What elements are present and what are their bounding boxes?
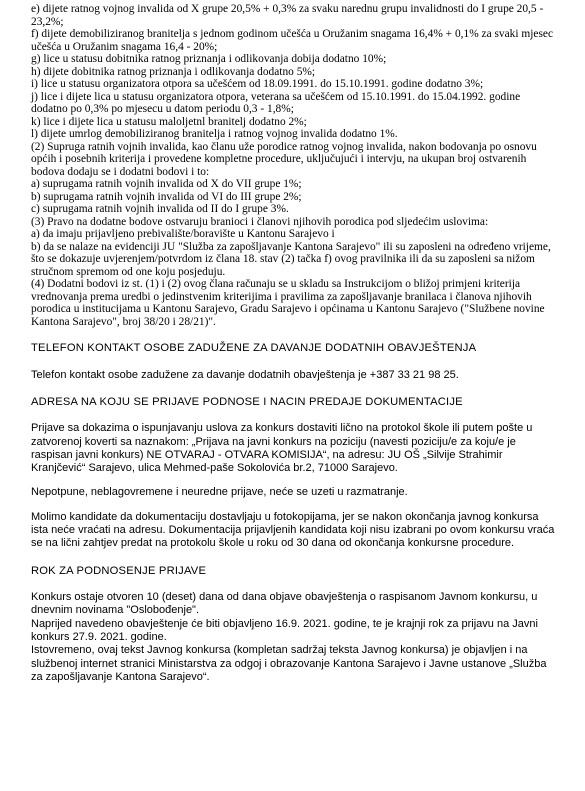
list-item: b) da se nalaze na evidenciji JU "Služba za zapošljavanje Kantona Sarajevo" ili su zaposleni na određeno vrijeme, što se dokazuje uvjerenjem/potvrdom iz člana 18. stav (2) tačka f) ovog pravilnika ili da su zaposleni sa nižom stručnom spremom od one koju posjeduju. [31, 240, 551, 278]
address-heading: ADRESA NA KOJU SE PRIJAVE PODNOSE I NACIN PREDAJE DOKUMENTACIJE [31, 395, 463, 408]
deadline-paragraph-1: Konkurs ostaje otvoren 10 (deset) dana od dana objave obavještenja o raspisanom Javnom konkursu, u dnevnim novinama "Oslobođenje". [31, 591, 538, 617]
list-item: e) dijete ratnog vojnog invalida od X grupe 20,5% + 0,3% za svaku narednu grupu invalidnosti do I grupe 20,5 - 23,2%; [31, 3, 544, 28]
list-item: g) lice u statusu dobitnika ratnog priznanja i odlikovanja dobija dodatno 10%; [31, 53, 387, 65]
list-item: h) dijete dobitnika ratnog priznanja i odlikovanja dodatno 5%; [31, 65, 316, 78]
list-item: l) dijete umrlog demobiliziranog branitelja i ratnog vojnog invalida dodatno 1%. [31, 128, 398, 140]
address-paragraph-1: Prijave sa dokazima o ispunjavanju uslova za konkurs dostaviti lično na protokol škole ili putem pošte u zatvorenoj koverti sa naznakom: „Prijava na javni konkurs na poziciju (navesti poziciju/e za koju/e je raspisan javni konkurs) NE OTVARAJ - OTVARA KOMISIJA“, na adresu: JU OŠ „Silvije Strahimir Kranjčević“ Sarajevo, ulica Mehmed-paše Sokolovića br.2, 71000 Sarajevo. [31, 422, 533, 475]
list-item: b) suprugama ratnih vojnih invalida od VI do III grupe 2%; [31, 190, 302, 203]
contact-heading: TELEFON KONTAKT OSOBE ZADUŽENE ZA DAVANJE DODATNIH OBAVJEŠTENJA [31, 342, 477, 354]
list-item: f) dijete demobiliziranog branitelja s jednom godinom učešća u Oružanim snagama 16,4% + 0,1% za svaki mjesec učešća u Oružanim snagama 16,4 - 20%; [31, 28, 554, 53]
deadline-paragraph-2: Naprijed navedeno obavještenje će biti objavljeno 16.9. 2021. godine, te je krajnji rok za prijavu na Javni konkurs 27.9. 2021. godine. [31, 617, 538, 644]
list-item: i) lice u statusu organizatora otpora sa učešćem od 18.09.1991. do 15.10.1991. godine dodatno 3%; [31, 78, 484, 90]
list-item: k) lice i dijete lica u statusu maloljetnl branitelj dodatno 2%; [31, 115, 307, 128]
list-item: c) suprugama ratnih vojnih invalida od II do I grupe 3%. [31, 203, 289, 215]
list-item: a) da imaju prijavljeno prebivalište/boravište u Kantonu Sarajevo i [31, 228, 335, 240]
deadline-paragraph-3: Istovremeno, ovaj tekst Javnog konkursa (kompletan sadržaj teksta Javnog konkursa) je objavljen i na službenoj internet stranici Ministarstva za odgoj i obrazovanje Kantona Sarajevo i Javne ustanove „Služba za zapošljavanje Kantona Sarajevo“. [31, 644, 547, 683]
list-item: (2) Supruga ratnih vojnih invalida, kao članu uže porodice ratnog vojnog invalida, nakon bodovanja po osnovu općih i posebnih kriterija i provedene kompletne procedure, uključujući i intervju, na ukupan broj ostvarenih bodova dodaju se i dodatni bodovi i to: [31, 140, 537, 178]
list-item: a) suprugama ratnih vojnih invalida od X do VII grupe 1%; [31, 178, 302, 190]
contact-text: Telefon kontakt osobe zadužene za davanje dodatnih obavještenja je +387 33 21 98 25. [31, 368, 459, 381]
list-item: j) lice i dijete lica u statusu organizatora otpora, veterana sa učešćem od 15.10.1991. do 15.04.1992. godine dodatno po 0,3% po mjesecu u datom periodu 0,3 - 1,8%; [31, 90, 521, 115]
points-list [31, 3, 555, 328]
address-paragraph-2: Nepotpune, neblagovremene i neuredne prijave, neće se uzeti u razmatranje. [31, 486, 408, 499]
deadline-heading: ROK ZA PODNOSENJE PRIJAVE [31, 564, 207, 577]
address-paragraph-3: Molimo kandidate da dokumentaciju dostavljaju u fotokopijama, jer se nakon okončanja javnog konkursa ista neće vraćati na adresu. Dokumentacija prijavljenih kandidata koji nisu izabrani po ovom konkursu vraća se na lični zahtjev predat na protokolu škole u roku od 30 dana od okončanja konkursne procedure. [31, 510, 555, 550]
list-item: (3) Pravo na dodatne bodove ostvaruju branioci i članovi njihovih porodica pod sljedećim uslovima: [31, 215, 489, 228]
list-item: (4) Dodatni bodovi iz st. (1) i (2) ovog člana računaju se u skladu sa Instrukcijom o bližoj primjeni kriterija vrednovanja prema uredbi o jedinstvenim kriterijima i pravilima za zapošljavanje branilaca i članova njihovih porodica u institucijama u Kantonu Sarajevo, Gradu Sarajevo i općinama u Kantonu Sarajevo ("Službene novine Kantona Sarajevo", broj 38/20 i 28/21)". [31, 278, 545, 328]
